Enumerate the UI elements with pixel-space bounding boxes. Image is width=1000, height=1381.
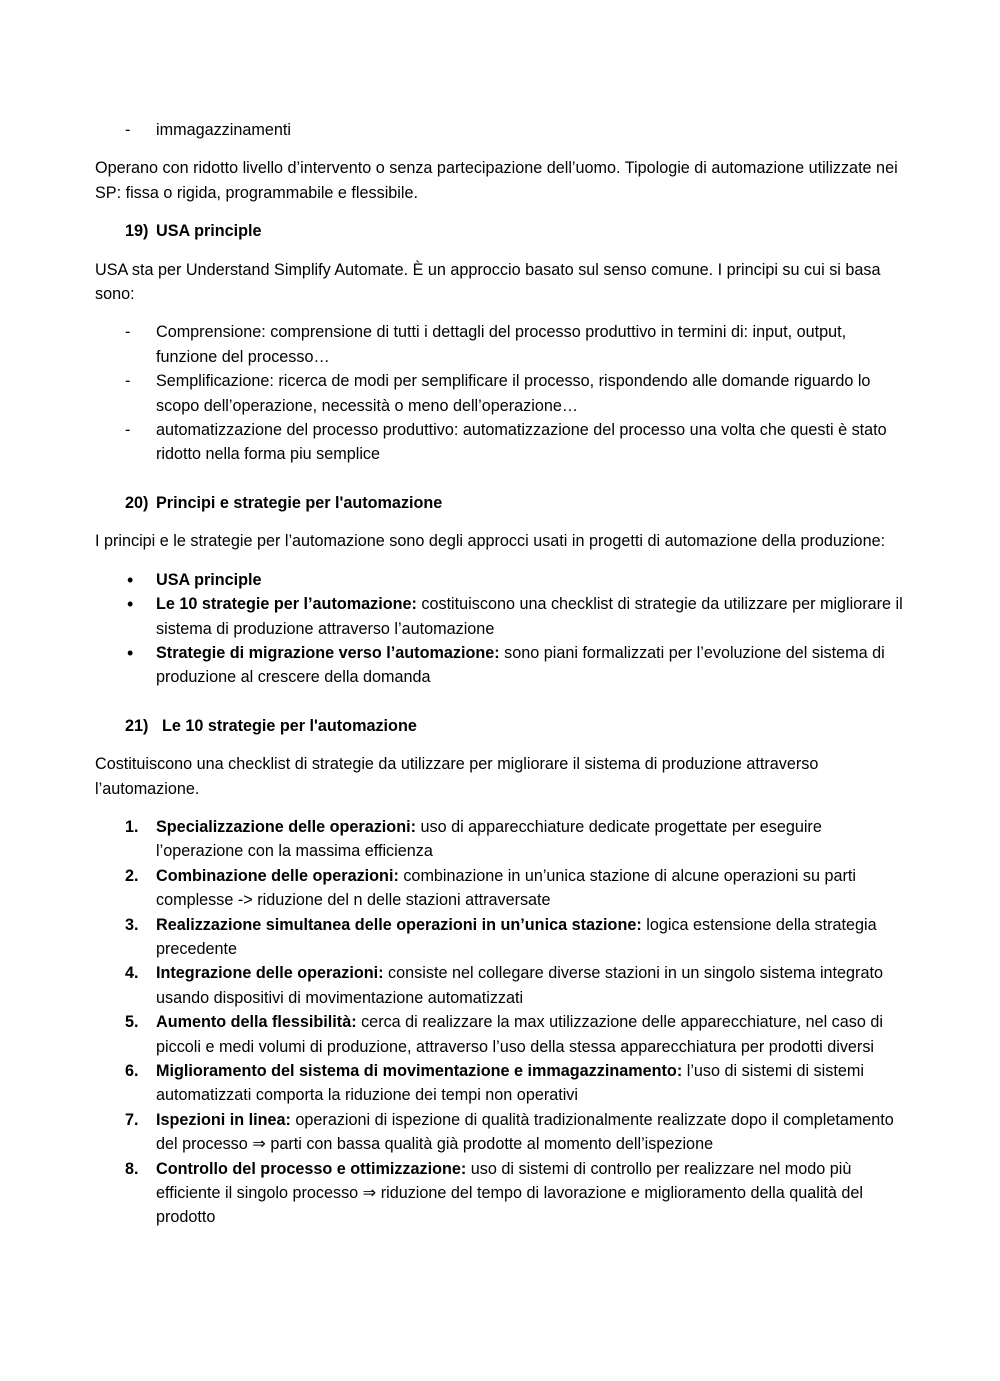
list-item: - Semplificazione: ricerca de modi per semplificare il processo, rispondendo alle domande riguardo lo scopo dell’operazione, necessità o meno dell’operazione… <box>95 369 907 418</box>
list-item: 7. Ispezioni in linea: operazioni di ispezione di qualità tradizionalmente realizzate dopo il completamento del processo ⇒ parti con bassa qualità già prodotte al momento dell’ispezione <box>125 1110 894 1154</box>
bullet-marker: • <box>127 594 134 615</box>
paragraph-sp: Operano con ridotto livello d’intervento o senza partecipazione dell’uomo. Tipologie di automazione utilizzate nei SP: fissa o rigida, programmabile e flessibile. <box>95 159 898 202</box>
dash-marker: - <box>125 121 131 139</box>
section-21-list <box>95 815 907 1230</box>
list-item: 8. Controllo del processo e ottimizzazione: uso di sistemi di controllo per realizzare nel modo più efficiente il singolo processo ⇒ riduzione del tempo di lavorazione e miglioramento della qualità del prodotto <box>125 1159 864 1227</box>
bullet-marker: • <box>127 642 134 663</box>
list-item: 1. Specializzazione delle operazioni: uso di apparecchiature dedicate progettate per eseguire l’operazione con la massima efficienza <box>125 817 822 861</box>
section-20-list <box>95 568 907 690</box>
bullet-marker: • <box>127 569 134 590</box>
list-item: - immagazzinamenti <box>95 118 907 142</box>
list-item: • Strategie di migrazione verso l’automazione: sono piani formalizzati per l’evoluzione del sistema di produzione al crescere della domanda <box>127 642 885 687</box>
section-21-intro: Costituiscono una checklist di strategie da utilizzare per migliorare il sistema di produzione attraverso l’automazione. <box>95 755 819 798</box>
list-item: - automatizzazione del processo produttivo: automatizzazione del processo una volta che questi è stato ridotto nella forma piu semplice <box>95 418 907 467</box>
list-item: 5. Aumento della flessibilità: cerca di realizzare la max utilizzazione delle apparecchiature, nel caso di piccoli e medi volumi di produzione, attraverso l’uso della stessa apparecchiatura per prodotti diversi <box>125 1013 883 1056</box>
dash-marker: - <box>125 372 131 391</box>
section-heading-20: 20) Principi e strategie per l'automazione <box>125 493 443 512</box>
list-item: • USA principle <box>95 568 907 592</box>
list-item: 2. Combinazione delle operazioni: combinazione in un’unica stazione di alcune operazioni su parti complesse -> riduzione del n delle stazioni attraversate <box>125 866 856 910</box>
section-20-intro: I principi e le strategie per l’automazione sono degli approcci usati in progetti di automazione della produzione: <box>95 532 886 551</box>
top-dash-list <box>95 118 907 142</box>
section-19-intro: USA sta per Understand Simplify Automate. È un approccio basato sul senso comune. I principi su cui si basa sono: <box>95 260 881 304</box>
dash-marker: - <box>125 421 131 440</box>
list-item: 4. Integrazione delle operazioni: consiste nel collegare diverse stazioni in un singolo sistema integrato usando dispositivi di movimentazione automatizzati <box>125 964 883 1007</box>
list-item: • Le 10 strategie per l’automazione: costituiscono una checklist di strategie da utilizzare per migliorare il sistema di produzione attraverso l’automazione <box>127 594 903 638</box>
list-item: - Comprensione: comprensione di tutti i dettagli del processo produttivo in termini di: input, output, funzione del processo… <box>95 320 907 369</box>
section-19-list <box>95 320 907 466</box>
dash-marker: - <box>125 323 131 342</box>
page-content <box>95 118 907 1244</box>
section-heading-21: 21) Le 10 strategie per l'automazione <box>125 716 417 735</box>
section-heading-19: 19) USA principle <box>125 222 262 241</box>
list-item: 3. Realizzazione simultanea delle operazioni in un’unica stazione: logica estensione della strategia precedente <box>125 915 877 958</box>
list-item: 6. Miglioramento del sistema di movimentazione e immagazzinamento: l’uso di sistemi di sistemi automatizzati comporta la riduzione dei tempi non operativi <box>125 1062 864 1105</box>
